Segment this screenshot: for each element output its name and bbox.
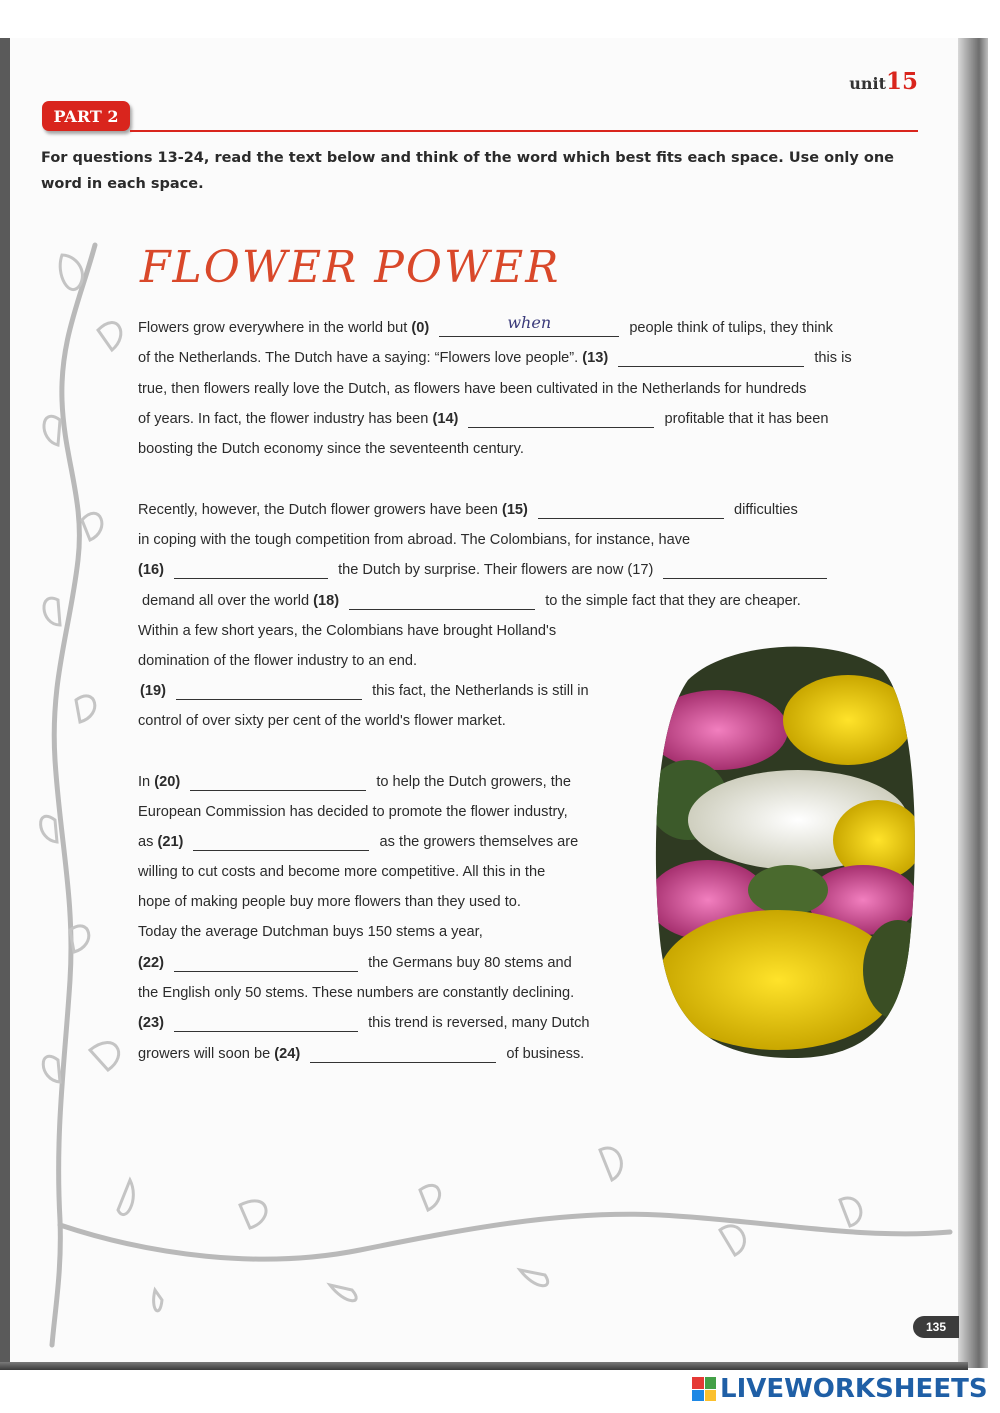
- text-line: Within a few short years, the Colombians have brought Holland's: [138, 623, 557, 639]
- text-segment: profitable that it has been: [664, 411, 829, 427]
- text-line: [138, 404, 828, 434]
- text-line: true, then flowers really love the Dutch, as flowers have been cultivated in the Netherlands for hundreds: [138, 381, 807, 397]
- text-line: the English only 50 stems. These numbers are constantly declining.: [138, 985, 575, 1001]
- page-number: 135: [913, 1316, 959, 1338]
- text-line: [138, 343, 852, 373]
- text-segment: this is: [814, 350, 852, 366]
- text-line: [138, 313, 833, 343]
- watermark: [692, 1374, 988, 1404]
- answer-gap-15[interactable]: [538, 496, 724, 519]
- watermark-text: LIVEWORKSHEETS: [720, 1374, 988, 1404]
- question-number: (13): [582, 350, 609, 366]
- text-line: control of over sixty per cent of the world's flower market.: [138, 713, 506, 729]
- answer-gap-23[interactable]: [174, 1009, 358, 1032]
- text-line: [138, 555, 833, 585]
- text-segment: people think of tulips, they think: [629, 320, 833, 336]
- text-segment: the Dutch by surprise. Their flowers are now (17): [338, 562, 654, 578]
- text-segment: demand all over the world: [142, 593, 314, 609]
- text-segment: Recently, however, the Dutch flower growers have been: [138, 502, 502, 518]
- question-number: (0): [411, 320, 430, 336]
- text-segment: this fact, the Netherlands is still in: [372, 683, 589, 699]
- text-line: Today the average Dutchman buys 150 stems a year,: [138, 924, 483, 940]
- question-number: (24): [274, 1046, 301, 1062]
- example-answer: when: [507, 313, 552, 332]
- question-number: (14): [432, 411, 459, 427]
- question-number: (20): [154, 774, 181, 790]
- text-line: [140, 676, 589, 706]
- text-line: [142, 586, 801, 616]
- flower-bed-photo: [648, 640, 918, 1060]
- text-segment: as: [138, 834, 158, 850]
- unit-number: 15: [885, 68, 918, 95]
- text-segment: to help the Dutch growers, the: [376, 774, 572, 790]
- question-number: (16): [138, 562, 164, 578]
- answer-gap-0: [439, 314, 619, 337]
- text-segment: In: [138, 774, 155, 790]
- text-line: hope of making people buy more flowers than they used to.: [138, 894, 521, 910]
- answer-gap-16[interactable]: [174, 556, 328, 579]
- answer-gap-24[interactable]: [310, 1040, 496, 1063]
- answer-gap-14[interactable]: [468, 405, 654, 428]
- text-line: [138, 1008, 590, 1038]
- question-number: (21): [157, 834, 184, 850]
- text-segment: as the growers themselves are: [379, 834, 579, 850]
- answer-gap-18[interactable]: [349, 587, 535, 610]
- text-segment: of the Netherlands. The Dutch have a saying: “Flowers love people”.: [138, 350, 583, 366]
- text-line: boosting the Dutch economy since the seventeenth century.: [138, 441, 524, 457]
- text-line: [138, 495, 798, 525]
- text-line: domination of the flower industry to an end.: [138, 653, 418, 669]
- text-segment: Flowers grow everywhere in the world but: [138, 320, 412, 336]
- answer-gap-13[interactable]: [618, 344, 804, 367]
- question-number: (22): [138, 955, 164, 971]
- part-divider: [130, 130, 918, 132]
- question-number: (15): [501, 502, 528, 518]
- text-line: European Commission has decided to promote the flower industry,: [138, 804, 568, 820]
- page-title: FLOWER POWER: [140, 242, 561, 293]
- text-segment: this trend is reversed, many Dutch: [368, 1015, 590, 1031]
- text-line: [138, 948, 572, 978]
- text-segment: growers will soon be: [138, 1046, 275, 1062]
- liveworksheets-logo-icon: [692, 1377, 716, 1401]
- unit-word: unit: [849, 74, 886, 93]
- question-number: (23): [138, 1015, 164, 1031]
- text-line: [138, 767, 571, 797]
- answer-gap-20[interactable]: [190, 768, 366, 791]
- question-number: (19): [140, 683, 166, 699]
- text-segment: the Germans buy 80 stems and: [368, 955, 572, 971]
- answer-gap-22[interactable]: [174, 949, 358, 972]
- question-number: (18): [313, 593, 340, 609]
- text-segment: of years. In fact, the flower industry has been: [138, 411, 433, 427]
- text-line: [138, 1039, 584, 1069]
- text-line: [138, 827, 578, 857]
- part-badge: PART 2: [42, 101, 130, 131]
- unit-label: [849, 68, 918, 95]
- text-line: in coping with the tough competition from abroad. The Colombians, for instance, have: [138, 532, 691, 548]
- text-segment: difficulties: [734, 502, 798, 518]
- text-segment: to the simple fact that they are cheaper.: [545, 593, 801, 609]
- instructions: For questions 13-24, read the text below and think of the word which best fits each space. Use only one word in each space.: [41, 150, 894, 192]
- answer-gap-17[interactable]: [663, 556, 827, 579]
- text-segment: of business.: [506, 1046, 585, 1062]
- answer-gap-19[interactable]: [176, 677, 362, 700]
- answer-gap-21[interactable]: [193, 828, 369, 851]
- text-line: willing to cut costs and become more competitive. All this in the: [138, 864, 546, 880]
